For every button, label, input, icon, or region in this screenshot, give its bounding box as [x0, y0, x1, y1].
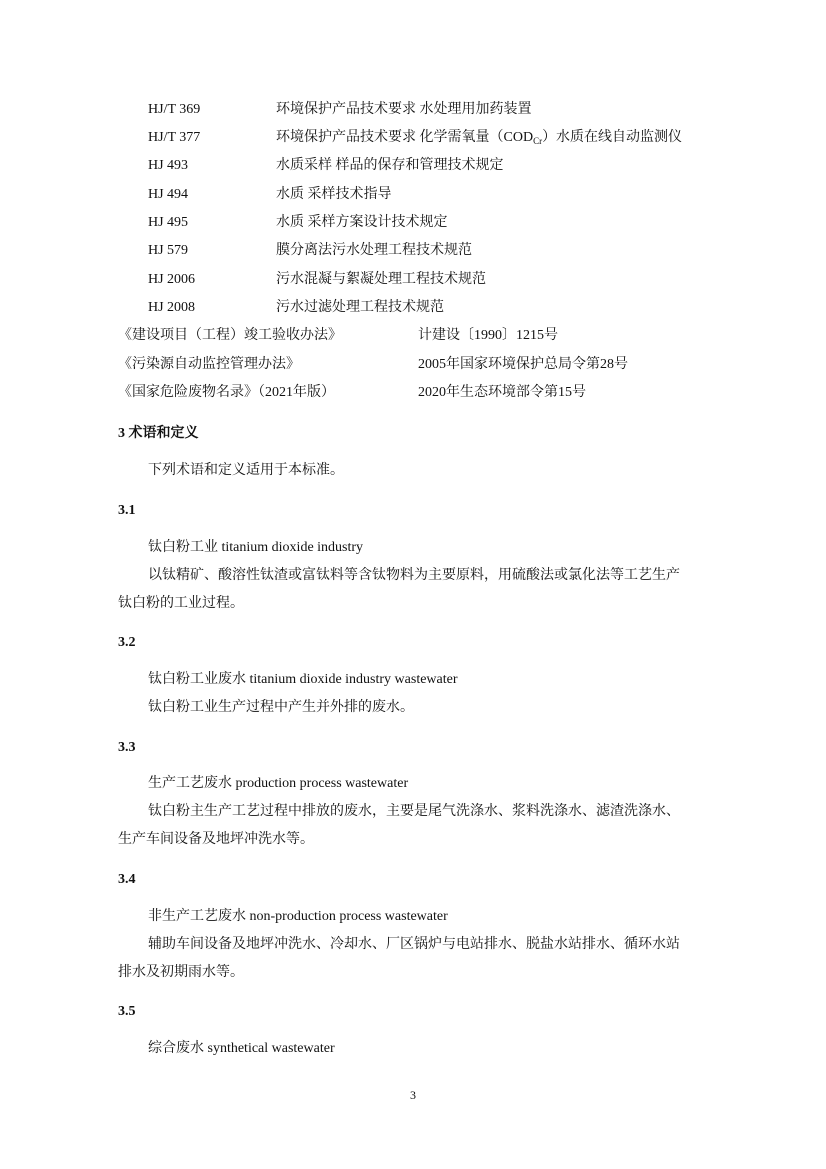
ref-title: 环境保护产品技术要求 水处理用加药装置 [276, 102, 532, 117]
ref-code: HJ 495 [148, 215, 189, 230]
term-definition-cont: 钛白粉的工业过程。 [118, 596, 244, 611]
term-name: 非生产工艺废水 non-production process wastewater [148, 909, 448, 924]
ref-code: HJ 2008 [148, 300, 196, 315]
term-number: 3.2 [118, 635, 136, 650]
section-intro: 下列术语和定义适用于本标准。 [148, 463, 344, 478]
regulation-name: 《建设项目（工程）竣工验收办法》 [118, 328, 342, 343]
term-number: 3.3 [118, 740, 136, 755]
term-name: 综合废水 synthetical wastewater [148, 1041, 335, 1056]
ref-title: 环境保护产品技术要求 化学需氧量$(COD_{Cr})$水质在线自动监测仪 [276, 130, 683, 146]
term-name: 生产工艺废水 production process wastewater [148, 776, 409, 791]
term-definition-cont: 生产车间设备及地坪冲洗水等。 [118, 832, 314, 847]
regulation-doc: 2020年生态环境部令第15号 [418, 385, 586, 400]
ref-code: HJ/T 377 [148, 130, 201, 145]
ref-code: HJ 493 [148, 158, 189, 173]
ref-code: HJ 579 [148, 243, 189, 258]
term-number: 3.1 [118, 503, 136, 518]
ref-code: HJ/T 369 [148, 102, 201, 117]
section-heading: 3 术语和定义 [118, 426, 199, 441]
ref-title: 污水混凝与絮凝处理工程技术规范 [276, 272, 486, 287]
ref-title: 水质采样 样品的保存和管理技术规定 [276, 158, 504, 173]
term-definition: 钛白粉主生产工艺过程中排放的废水，主要是尾气洗涤水、浆料洗涤水、滤渣洗涤水、 [148, 804, 680, 819]
page-number: 3 [410, 1088, 416, 1102]
ref-title: 膜分离法污水处理工程技术规范 [276, 243, 472, 258]
term-definition: 辅助车间设备及地坪冲洗水、冷却水、厂区锅炉与电站排水、脱盐水站排水、循环水站 [148, 937, 680, 952]
ref-title: 水质 采样技术指导 [276, 187, 392, 202]
ref-code: HJ 2006 [148, 272, 196, 287]
ref-title: 污水过滤处理工程技术规范 [276, 300, 444, 315]
term-name: 钛白粉工业 titanium dioxide industry [148, 540, 364, 555]
term-definition-cont: 排水及初期雨水等。 [118, 965, 244, 980]
term-definition: 以钛精矿、酸溶性钛渣或富钛料等含钛物料为主要原料，用硫酸法或氯化法等工艺生产 [148, 568, 680, 583]
term-number: 3.4 [118, 872, 136, 887]
regulation-name: 《国家危险废物名录》（2021年版） [118, 385, 335, 400]
regulation-doc: 2005年国家环境保护总局令第28号 [418, 357, 628, 372]
regulation-doc: 计建设〔1990〕1215号 [418, 328, 558, 343]
term-number: 3.5 [118, 1004, 136, 1019]
regulation-name: 《污染源自动监控管理办法》 [118, 357, 300, 372]
ref-title: 水质 采样方案设计技术规定 [276, 215, 448, 230]
ref-code: HJ 494 [148, 187, 189, 202]
term-definition: 钛白粉工业生产过程中产生并外排的废水。 [148, 700, 414, 715]
term-name: 钛白粉工业废水 titanium dioxide industry wastewater [148, 672, 458, 687]
